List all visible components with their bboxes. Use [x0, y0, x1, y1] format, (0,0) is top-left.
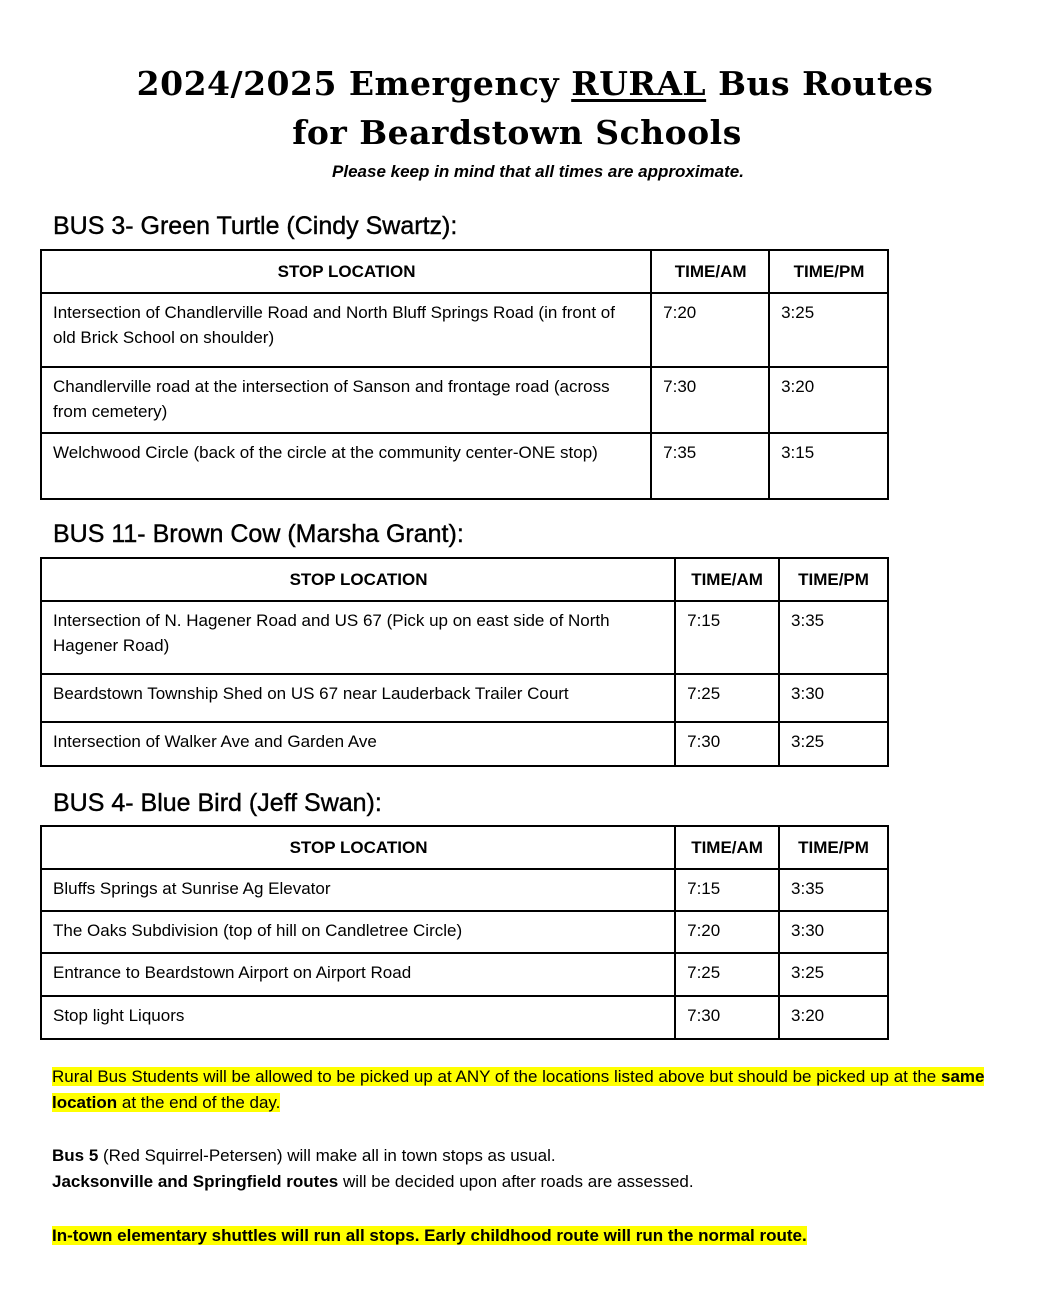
- column-header-location: STOP LOCATION: [41, 826, 675, 869]
- time-pm: 3:20: [769, 367, 888, 433]
- time-am: 7:30: [675, 722, 779, 766]
- bus5-note: [52, 1143, 1022, 1169]
- time-am: 7:25: [675, 953, 779, 996]
- bus-heading-3: BUS 3- Green Turtle (Cindy Swartz):: [53, 212, 458, 240]
- time-am: 7:15: [675, 869, 779, 911]
- stop-location: Entrance to Beardstown Airport on Airport Road: [41, 953, 675, 996]
- table-row: [41, 911, 888, 953]
- pickup-note-emphasis: same location: [52, 1067, 985, 1112]
- column-header-pm: TIME/PM: [779, 826, 888, 869]
- column-header-pm: TIME/PM: [769, 250, 888, 293]
- time-am: 7:20: [651, 293, 769, 367]
- stop-location: The Oaks Subdivision (top of hill on Candletree Circle): [41, 911, 675, 953]
- title-prefix: 2024/2025 Emergency: [136, 64, 572, 103]
- stop-location: Intersection of Walker Ave and Garden Ave: [41, 722, 675, 766]
- bus5-text: (Red Squirrel-Petersen) will make all in town stops as usual.: [98, 1146, 556, 1165]
- stop-location: Intersection of N. Hagener Road and US 67 (Pick up on east side of North Hagener Road): [41, 601, 675, 674]
- table-header-row: [41, 250, 888, 293]
- title-line-1: [12, 64, 1046, 103]
- bus-heading-4: BUS 4- Blue Bird (Jeff Swan):: [53, 789, 382, 817]
- time-pm: 3:30: [779, 911, 888, 953]
- stop-location: Beardstown Township Shed on US 67 near Lauderback Trailer Court: [41, 674, 675, 722]
- pickup-note: [52, 1064, 1022, 1116]
- column-header-am: TIME/AM: [651, 250, 769, 293]
- column-header-location: STOP LOCATION: [41, 558, 675, 601]
- table-row: [41, 869, 888, 911]
- pickup-note-text: Rural Bus Students will be allowed to be picked up at ANY of the locations listed above but should be picked up at the: [52, 1067, 941, 1086]
- shuttles-note: [52, 1223, 1022, 1249]
- time-am: 7:30: [651, 367, 769, 433]
- table-row: [41, 367, 888, 433]
- time-am: 7:15: [675, 601, 779, 674]
- column-header-location: STOP LOCATION: [41, 250, 651, 293]
- table-header-row: [41, 558, 888, 601]
- pickup-note-text-end: at the end of the day.: [117, 1093, 281, 1112]
- table-row: [41, 674, 888, 722]
- bus-heading-11: BUS 11- Brown Cow (Marsha Grant):: [53, 520, 464, 548]
- table-row: [41, 293, 888, 367]
- time-am: 7:35: [651, 433, 769, 499]
- column-header-am: TIME/AM: [675, 826, 779, 869]
- time-pm: 3:25: [779, 722, 888, 766]
- subtitle: Please keep in mind that all times are approximate.: [332, 162, 744, 181]
- bus5-label: Bus 5: [52, 1146, 99, 1165]
- time-am: 7:30: [675, 996, 779, 1039]
- routes-note: [52, 1169, 1022, 1195]
- time-pm: 3:25: [769, 293, 888, 367]
- time-pm: 3:35: [779, 601, 888, 674]
- time-pm: 3:15: [769, 433, 888, 499]
- pickup-note-highlight: [52, 1067, 984, 1112]
- routes-text: will be decided upon after roads are assessed.: [338, 1172, 694, 1191]
- table-row: [41, 996, 888, 1039]
- stops-table-bus-4: [40, 825, 889, 1040]
- title-underlined-word: RURAL: [571, 64, 707, 103]
- time-pm: 3:20: [779, 996, 888, 1039]
- column-header-am: TIME/AM: [675, 558, 779, 601]
- table-header-row: [41, 826, 888, 869]
- routes-label: Jacksonville and Springfield routes: [52, 1172, 339, 1191]
- time-pm: 3:25: [779, 953, 888, 996]
- table-row: [41, 433, 888, 499]
- stop-location: Chandlerville road at the intersection of Sanson and frontage road (across from cemetery): [41, 367, 651, 433]
- shuttles-note-text: In-town elementary shuttles will run all stops. Early childhood route will run the normal route.: [52, 1226, 807, 1245]
- time-pm: 3:35: [779, 869, 888, 911]
- stop-location: Stop light Liquors: [41, 996, 675, 1039]
- title-line-2: for Beardstown Schools: [292, 113, 742, 152]
- time-am: 7:20: [675, 911, 779, 953]
- time-am: 7:25: [675, 674, 779, 722]
- stop-location: Intersection of Chandlerville Road and North Bluff Springs Road (in front of old Brick School on shoulder): [41, 293, 651, 367]
- table-row: [41, 601, 888, 674]
- stop-location: Welchwood Circle (back of the circle at the community center-ONE stop): [41, 433, 651, 499]
- stop-location: Bluffs Springs at Sunrise Ag Elevator: [41, 869, 675, 911]
- column-header-pm: TIME/PM: [779, 558, 888, 601]
- stops-table-bus-11: [40, 557, 889, 767]
- stops-table-bus-3: [40, 249, 889, 500]
- time-pm: 3:30: [779, 674, 888, 722]
- table-row: [41, 953, 888, 996]
- title-suffix: Bus Routes: [706, 64, 934, 103]
- table-row: [41, 722, 888, 766]
